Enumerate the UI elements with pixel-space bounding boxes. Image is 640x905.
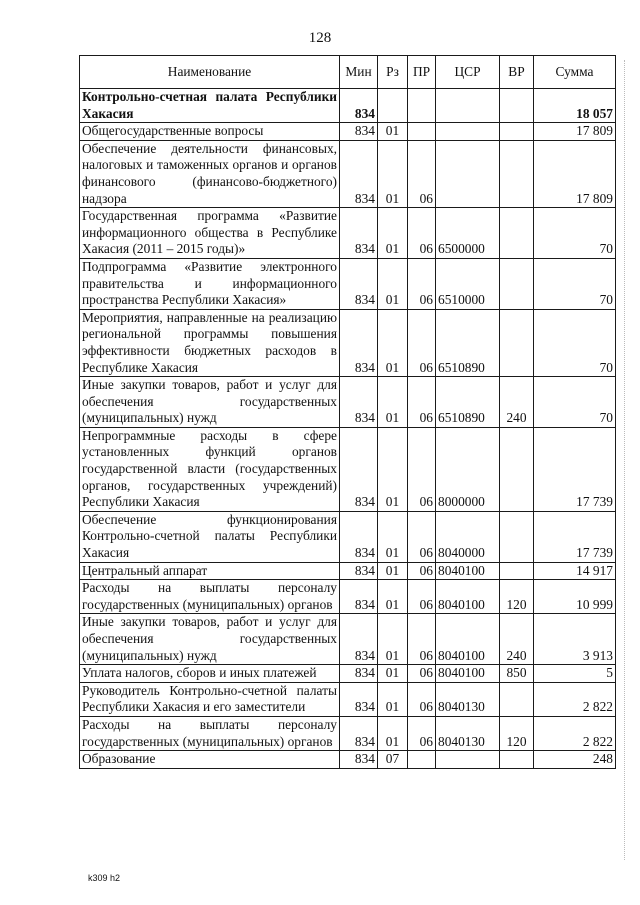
cell-vr: 240 [500,377,534,428]
cell-vr [500,682,534,716]
cell-name: Расходы на выплаты персоналу государственных (муниципальных) органов [80,580,340,614]
cell-name: Обеспечение деятельности финансовых, налоговых и таможенных органов и органов финансового (финансово-бюджетного) надзора [80,140,340,207]
table-row [80,309,616,376]
cell-name: Контрольно-счетная палата Республики Хакасия [80,89,340,123]
table-row [80,614,616,665]
cell-csr: 6510890 [436,377,500,428]
cell-pr: 06 [408,208,436,259]
header-min: Мин [340,56,378,89]
cell-sum: 17 739 [534,511,616,562]
cell-pr: 06 [408,562,436,580]
cell-vr [500,751,534,769]
cell-min: 834 [340,208,378,259]
cell-csr: 8040100 [436,665,500,683]
cell-min: 834 [340,562,378,580]
cell-csr: 6510000 [436,258,500,309]
cell-sum: 70 [534,377,616,428]
cell-name: Иные закупки товаров, работ и услуг для обеспечения государственных (муниципальных) нужд [80,377,340,428]
cell-csr: 8040100 [436,562,500,580]
cell-vr [500,511,534,562]
cell-csr: 8040130 [436,716,500,750]
cell-name: Расходы на выплаты персоналу государственных (муниципальных) органов [80,716,340,750]
cell-sum: 14 917 [534,562,616,580]
table-row [80,751,616,769]
cell-sum: 2 822 [534,716,616,750]
table-row [80,208,616,259]
cell-min: 834 [340,580,378,614]
cell-csr [436,140,500,207]
cell-name: Уплата налогов, сборов и иных платежей [80,665,340,683]
cell-min: 834 [340,258,378,309]
cell-rz: 01 [378,377,408,428]
cell-min: 834 [340,716,378,750]
table-row [80,427,616,511]
cell-sum: 10 999 [534,580,616,614]
cell-pr: 06 [408,716,436,750]
cell-csr [436,751,500,769]
cell-csr: 8040130 [436,682,500,716]
cell-vr: 240 [500,614,534,665]
cell-name: Руководитель Контрольно-счетной палаты Республики Хакасия и его заместители [80,682,340,716]
cell-csr: 8000000 [436,427,500,511]
cell-csr: 6500000 [436,208,500,259]
cell-vr: 120 [500,580,534,614]
table-row [80,377,616,428]
cell-vr [500,309,534,376]
cell-min: 834 [340,377,378,428]
cell-name: Подпрограмма «Развитие электронного правительства и информационного пространства Республики Хакасия» [80,258,340,309]
cell-sum: 70 [534,309,616,376]
header-pr: ПР [408,56,436,89]
header-vr: ВР [500,56,534,89]
table-row [80,511,616,562]
cell-pr: 06 [408,427,436,511]
cell-min: 834 [340,614,378,665]
cell-rz: 01 [378,580,408,614]
cell-sum: 248 [534,751,616,769]
cell-rz: 01 [378,258,408,309]
cell-rz: 01 [378,123,408,141]
cell-vr [500,562,534,580]
cell-pr: 06 [408,309,436,376]
cell-min: 834 [340,682,378,716]
cell-sum: 2 822 [534,682,616,716]
cell-pr [408,89,436,123]
cell-csr: 8040100 [436,614,500,665]
cell-vr [500,208,534,259]
cell-rz: 01 [378,665,408,683]
cell-min: 834 [340,309,378,376]
table-row [80,140,616,207]
cell-rz: 01 [378,208,408,259]
table-row [80,716,616,750]
cell-pr: 06 [408,682,436,716]
header-name: Наименование [80,56,340,89]
cell-vr [500,258,534,309]
cell-rz [378,89,408,123]
cell-vr [500,123,534,141]
cell-pr [408,123,436,141]
cell-rz: 01 [378,562,408,580]
table-row [80,123,616,141]
cell-sum: 17 739 [534,427,616,511]
cell-pr: 06 [408,511,436,562]
cell-vr [500,140,534,207]
cell-min: 834 [340,751,378,769]
cell-csr: 8040100 [436,580,500,614]
cell-sum: 70 [534,208,616,259]
cell-pr: 06 [408,614,436,665]
cell-min: 834 [340,665,378,683]
cell-min: 834 [340,89,378,123]
cell-name: Обеспечение функционирования Контрольно-счетной палаты Республики Хакасия [80,511,340,562]
cell-sum: 18 057 [534,89,616,123]
cell-csr: 8040000 [436,511,500,562]
header-rz: Рз [378,56,408,89]
cell-vr [500,427,534,511]
cell-sum: 17 809 [534,123,616,141]
cell-rz: 01 [378,427,408,511]
table-row [80,580,616,614]
cell-sum: 70 [534,258,616,309]
table-body [80,89,616,769]
cell-pr: 06 [408,140,436,207]
cell-csr [436,123,500,141]
cell-csr: 6510890 [436,309,500,376]
table-row [80,665,616,683]
cell-pr [408,751,436,769]
cell-name: Иные закупки товаров, работ и услуг для обеспечения государственных (муниципальных) нужд [80,614,340,665]
cell-sum: 5 [534,665,616,683]
header-csr: ЦСР [436,56,500,89]
cell-pr: 06 [408,665,436,683]
cell-min: 834 [340,511,378,562]
cell-vr: 120 [500,716,534,750]
table-header-row [80,56,616,89]
cell-name: Непрограммные расходы в сфере установленных функций органов государственной власти (государственных органов, государственных учреждений) Республики Хакасия [80,427,340,511]
cell-pr: 06 [408,580,436,614]
table-row [80,89,616,123]
header-sum: Сумма [534,56,616,89]
cell-name: Государственная программа «Развитие информационного общества в Республике Хакасия (2011 – 2015 годы)» [80,208,340,259]
cell-csr [436,89,500,123]
page-number: 128 [308,30,332,46]
cell-min: 834 [340,123,378,141]
cell-rz: 01 [378,140,408,207]
footer-code: k309 h2 [88,873,121,883]
cell-rz: 07 [378,751,408,769]
cell-rz: 01 [378,716,408,750]
cell-pr: 06 [408,258,436,309]
table-row [80,562,616,580]
cell-name: Образование [80,751,340,769]
cell-rz: 01 [378,309,408,376]
cell-name: Общегосударственные вопросы [80,123,340,141]
cell-rz: 01 [378,614,408,665]
table-row [80,682,616,716]
cell-rz: 01 [378,511,408,562]
table-row [80,258,616,309]
cell-min: 834 [340,427,378,511]
cell-name: Мероприятия, направленные на реализацию региональной программы повышения эффективности бюджетных расходов в Республике Хакасия [80,309,340,376]
cell-pr: 06 [408,377,436,428]
budget-table [79,55,616,769]
scan-edge-divider [624,60,626,860]
cell-vr: 850 [500,665,534,683]
cell-sum: 3 913 [534,614,616,665]
cell-sum: 17 809 [534,140,616,207]
cell-name: Центральный аппарат [80,562,340,580]
cell-min: 834 [340,140,378,207]
cell-vr [500,89,534,123]
cell-rz: 01 [378,682,408,716]
